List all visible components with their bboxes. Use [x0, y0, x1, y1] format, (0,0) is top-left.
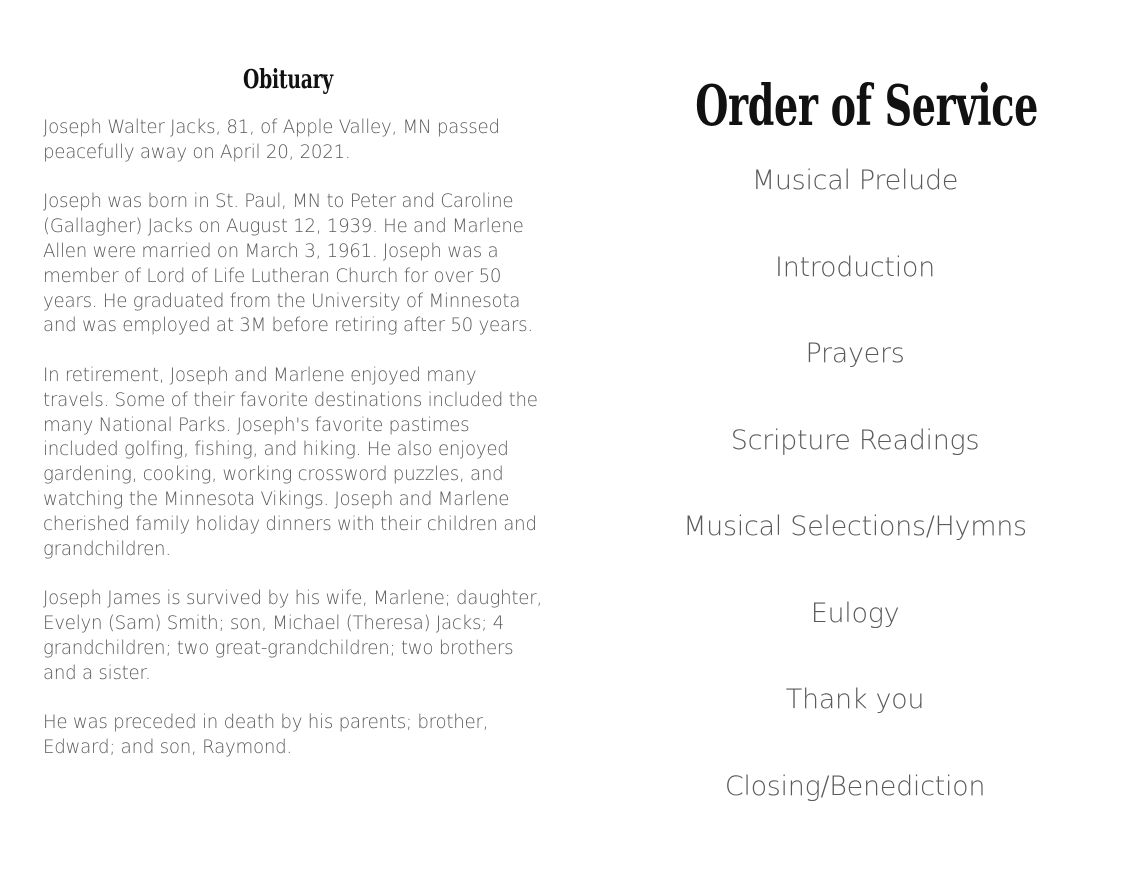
service-item-eulogy: Eulogy	[810, 597, 900, 629]
service-item-thank-you: Thank you	[785, 684, 925, 715]
obituary-paragraph: Joseph James is survived by his wife, Marlene; daughter, Evelyn (Sam) Smith; son, Michael (Theresa) Jacks; 4 grandchildren; two great-grandchildren; two brothers and a sister.	[43, 588, 542, 684]
obituary-paragraph: He was preceded in death by his parents; brother, Edward; and son, Raymond.	[43, 712, 489, 758]
obituary-title: Obituary	[243, 65, 333, 95]
obituary-paragraph: In retirement, Joseph and Marlene enjoyed many travels. Some of their favorite destinations included the many National Parks. Joseph's favorite pastimes included golfing, fishing, and hiking. He also enjoyed gardening, cooking, working crossword puzzles, and watching the Minnesota Vikings. Joseph and Marlene cherished family holiday dinners with their children and grandchildren.	[43, 364, 538, 560]
service-item-musical-selections: Musical Selections/Hymns	[683, 511, 1027, 542]
service-item-introduction: Introduction	[775, 251, 935, 283]
obituary-paragraph: Joseph was born in St. Paul, MN to Peter and Caroline (Gallagher) Jacks on August 12, 1939. He and Marlene Allen were married on March 3, 1961. Joseph was a member of Lord of Life Lutheran Church for over 50 years. He graduated from the University of Minnesota and was employed at 3M before retiring after 50 years.	[43, 191, 533, 337]
service-item-scripture-readings: Scripture Readings	[730, 424, 980, 456]
obituary-section	[43, 62, 543, 786]
service-item-musical-prelude: Musical Prelude	[751, 165, 959, 196]
service-item-closing-benediction: Closing/Benediction	[724, 770, 986, 802]
service-list	[620, 166, 1090, 858]
service-item-prayers: Prayers	[805, 338, 905, 369]
obituary-paragraph: Joseph Walter Jacks, 81, of Apple Valley, MN passed peacefully away on April 20, 2021.	[43, 117, 500, 163]
order-of-service-title: Order of Service	[695, 73, 1039, 139]
order-of-service-section	[620, 70, 1090, 802]
